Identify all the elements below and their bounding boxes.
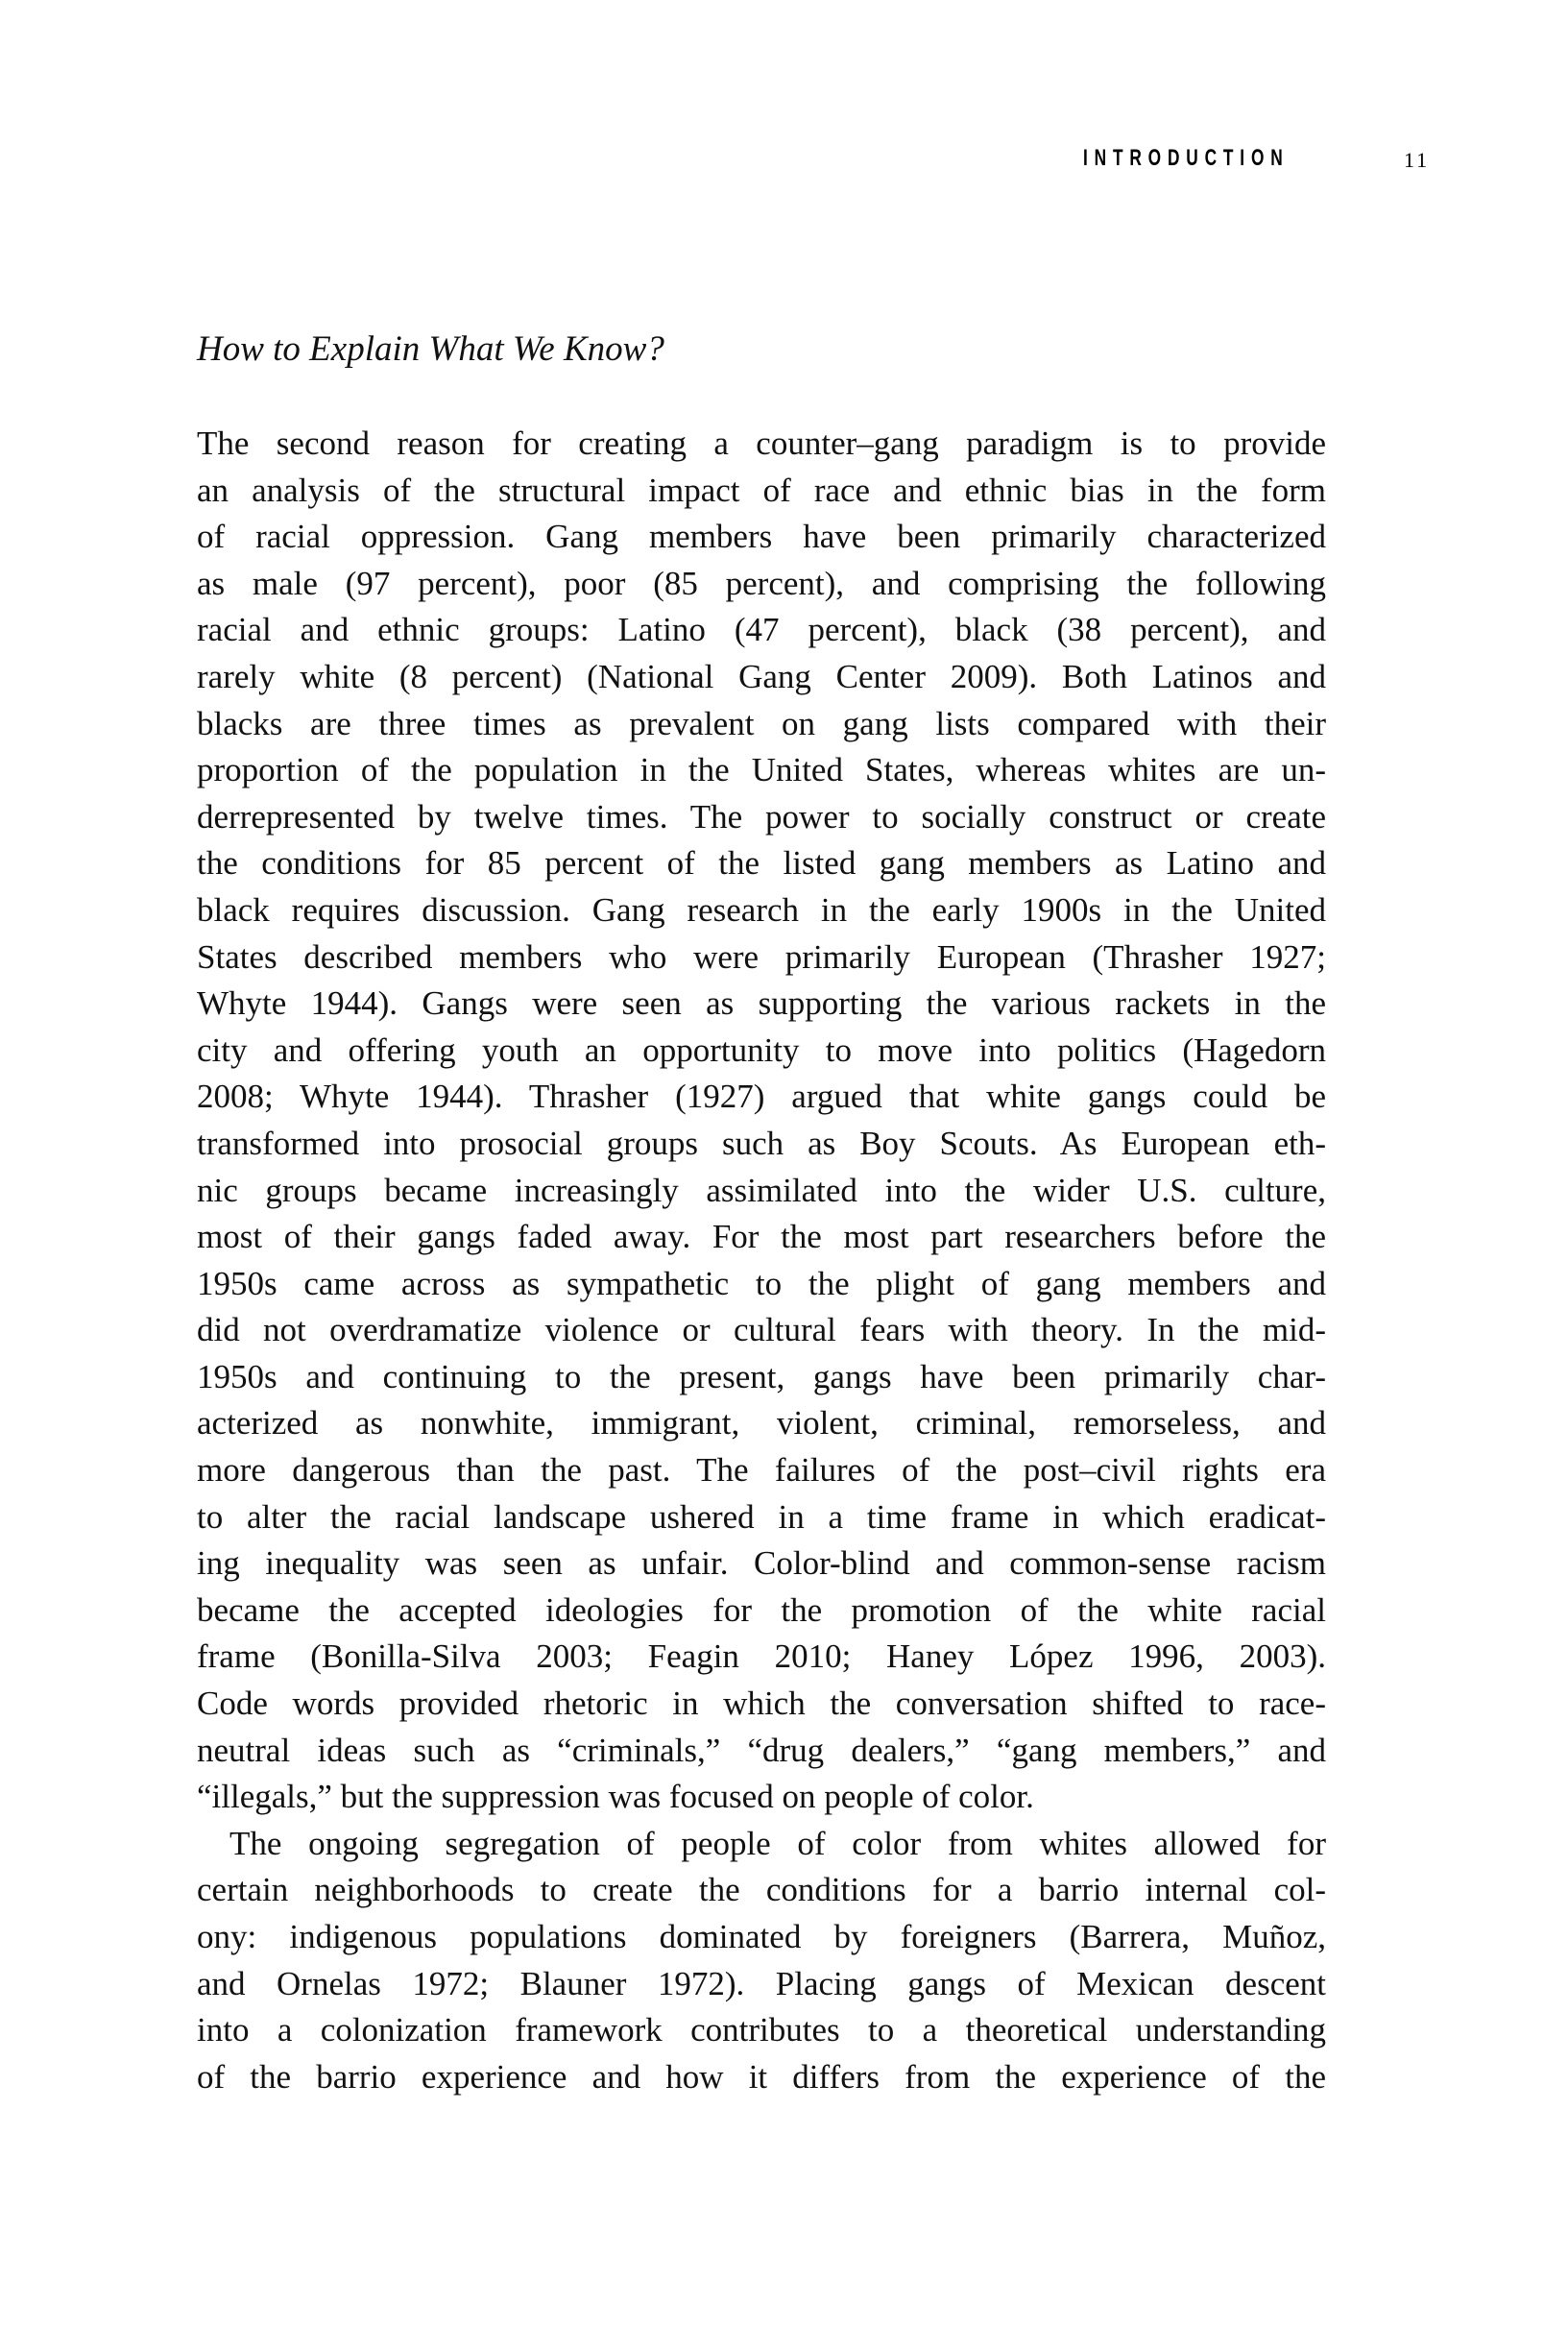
text-line: 1950s and continuing to the present, gangs have been primarily char- <box>197 1357 1326 1395</box>
text-line: The second reason for creating a counter–gang paradigm is to provide <box>197 424 1326 462</box>
text-line: nic groups became increasingly assimilated into the wider U.S. culture, <box>197 1171 1326 1209</box>
text-line: more dangerous than the past. The failures of the post–civil rights era <box>197 1451 1326 1490</box>
text-line: 1950s came across as sympathetic to the plight of gang members and <box>197 1264 1326 1302</box>
text-line: “illegals,” but the suppression was focused on people of color. <box>197 1778 1034 1816</box>
page-body <box>197 317 1326 2100</box>
text-line: to alter the racial landscape ushered in a time frame in which eradicat- <box>197 1497 1326 1536</box>
text-line: Whyte 1944). Gangs were seen as supporting the various rackets in the <box>197 984 1326 1023</box>
text-line: black requires discussion. Gang research in the early 1900s in the United <box>197 890 1326 929</box>
text-line: ing inequality was seen as unfair. Color-blind and common-sense racism <box>197 1544 1326 1583</box>
text-line: blacks are three times as prevalent on gang lists compared with their <box>197 704 1326 742</box>
text-line: most of their gangs faded away. For the most part researchers before the <box>197 1218 1326 1256</box>
text-line: did not overdramatize violence or cultural fears with theory. In the mid- <box>197 1311 1326 1349</box>
text-line: into a colonization framework contributes to a theoretical understanding <box>197 2011 1326 2049</box>
text-line: States described members who were primarily European (Thrasher 1927; <box>197 937 1326 976</box>
text-line: became the accepted ideologies for the promotion of the white racial <box>197 1590 1326 1629</box>
text-line: transformed into prosocial groups such as Boy Scouts. As European eth- <box>197 1124 1326 1162</box>
text-line: an analysis of the structural impact of race and ethnic bias in the form <box>197 471 1326 509</box>
text-line: 2008; Whyte 1944). Thrasher (1927) argued that white gangs could be <box>197 1078 1326 1116</box>
text-line: frame (Bonilla-Silva 2003; Feagin 2010; Haney López 1996, 2003). <box>197 1637 1326 1676</box>
text-line: neutral ideas such as “criminals,” “drug dealers,” “gang members,” and <box>197 1731 1326 1769</box>
text-line: the conditions for 85 percent of the listed gang members as Latino and <box>197 844 1326 883</box>
text-line: certain neighborhoods to create the conditions for a barrio internal col- <box>197 1871 1326 1909</box>
text-line: acterized as nonwhite, immigrant, violent, criminal, remorseless, and <box>197 1404 1326 1443</box>
text-line: proportion of the population in the United States, whereas whites are un- <box>197 751 1326 789</box>
text-line: Code words provided rhetoric in which the conversation shifted to race- <box>197 1685 1326 1723</box>
paragraph-2 <box>197 1821 1326 2101</box>
text-line: racial and ethnic groups: Latino (47 percent), black (38 percent), and <box>197 611 1326 649</box>
text-line: of the barrio experience and how it differs from the experience of the <box>197 2057 1326 2096</box>
text-line: derrepresented by twelve times. The power to socially construct or create <box>197 797 1326 836</box>
running-head <box>1056 144 1440 182</box>
text-line: as male (97 percent), poor (85 percent), and comprising the following <box>197 564 1326 602</box>
page-number: 11 <box>1404 148 1431 172</box>
paragraph-1 <box>197 421 1326 1821</box>
text-line: The ongoing segregation of people of color from whites allowed for <box>229 1824 1326 1862</box>
text-line: and Ornelas 1972; Blauner 1972). Placing gangs of Mexican descent <box>197 1964 1326 2002</box>
text-line: of racial oppression. Gang members have been primarily characterized <box>197 518 1326 556</box>
text-line: rarely white (8 percent) (National Gang Center 2009). Both Latinos and <box>197 657 1326 695</box>
text-line: ony: indigenous populations dominated by foreigners (Barrera, Muñoz, <box>197 1918 1326 1955</box>
body-text <box>197 421 1326 2100</box>
running-head-section-title: INTRODUCTION <box>1083 145 1290 171</box>
section-subheading: How to Explain What We Know? <box>197 329 664 369</box>
text-line: city and offering youth an opportunity to move into politics (Hagedorn <box>197 1031 1326 1069</box>
